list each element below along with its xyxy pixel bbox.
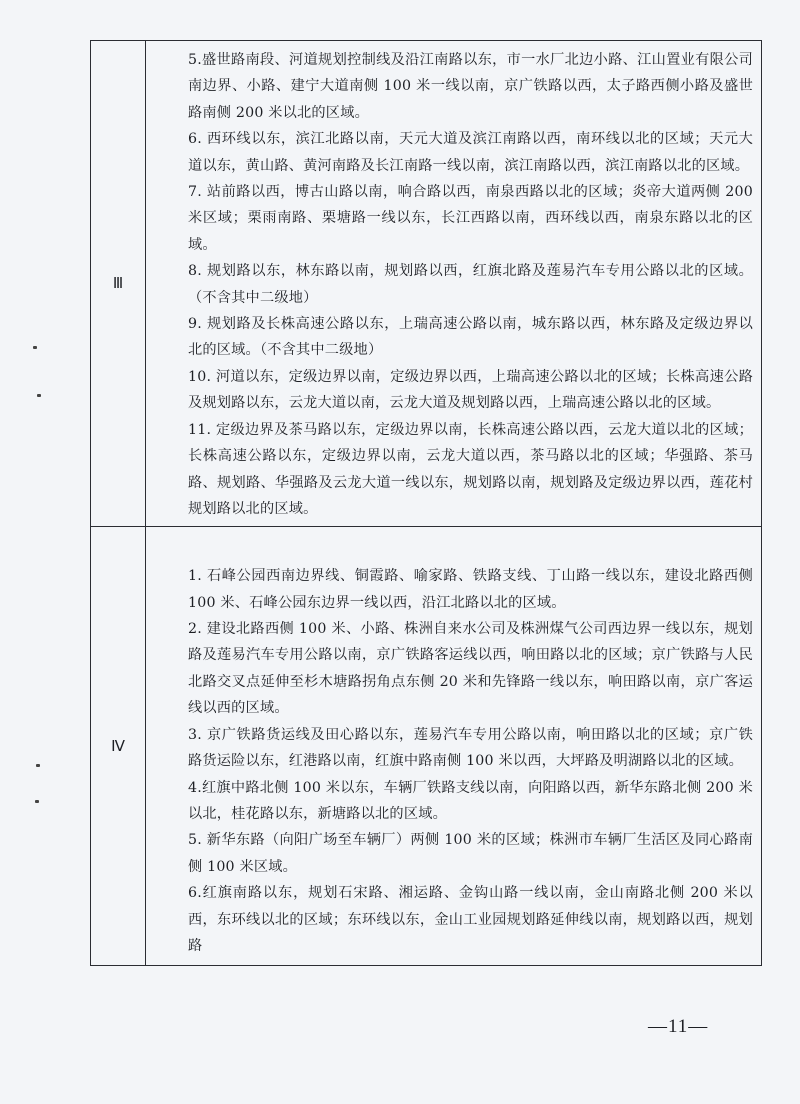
page-number: —11— bbox=[648, 1016, 709, 1037]
scan-speck bbox=[33, 346, 37, 349]
area-item: 11. 定级边界及茶马路以东，定级边界以南，长株高速公路以西，云龙大道以北的区域；长株高速公路以东，定级边界以南，云龙大道以西，茶马路以北的区域；华强路、茶马路、规划路、华强路及云龙大道一线以东，规划路以南，规划路及定级边界以西，莲花村规划路以北的区域。 bbox=[188, 421, 753, 517]
area-item: 5. 新华东路（向阳广场至车辆厂）两侧 100 米的区域；株洲市车辆厂生活区及同心路南侧 100 米区域。 bbox=[188, 832, 753, 875]
table-row-grade-4 bbox=[91, 527, 762, 966]
area-item: 6.红旗南路以东，规划石宋路、湘运路、金钩山路一线以南，金山南路北侧 200 米以西，东环线以北的区域；东环线以东，金山工业园规划路延伸线以南，规划路以西，规划路 bbox=[188, 885, 753, 954]
area-item: 1. 石峰公园西南边界线、铜霞路、喻家路、铁路支线、丁山路一线以东，建设北路西侧 100 米、石峰公园东边界一线以西，沿江北路以北的区域。 bbox=[188, 568, 753, 611]
area-description-grade-4 bbox=[146, 527, 762, 966]
scan-speck bbox=[36, 764, 40, 767]
area-item: 5.盛世路南段、河道规划控制线及沿江南路以东，市一水厂北边小路、江山置业有限公司南边界、小路、建宁大道南侧 100 米一线以南，京广铁路以西，太子路西侧小路及盛世路南侧 200 米以北的区域。 bbox=[188, 52, 753, 121]
table-row-grade-3 bbox=[91, 41, 762, 527]
area-item: 4.红旗中路北侧 100 米以东，车辆厂铁路支线以南，向阳路以西，新华东路北侧 200 米以北，桂花路以东，新塘路以北的区域。 bbox=[188, 779, 753, 822]
area-item: 2. 建设北路西侧 100 米、小路、株洲自来水公司及株洲煤气公司西边界一线以东，规划路及莲易汽车专用公路以南，京广铁路客运线以西，响田路以北的区域；京广铁路与人民北路交叉点延伸至杉木塘路拐角点东侧 20 米和先锋路一线以东，响田路以南，京广客运线以西的区域。 bbox=[188, 621, 753, 717]
area-item: 7. 站前路以西，博古山路以南，响合路以西，南泉西路以北的区域；炎帝大道两侧 200 米区域；栗雨南路、栗塘路一线以东，长江西路以南，西环线以西，南泉东路以北的区域。 bbox=[188, 184, 753, 253]
area-description-grade-3 bbox=[146, 41, 762, 527]
scan-speck bbox=[37, 394, 41, 397]
area-item: 10. 河道以东，定级边界以南，定级边界以西，上瑞高速公路以北的区域；长株高速公路及规划路以东，云龙大道以南，云龙大道及规划路以西，上瑞高速公路以北的区域。 bbox=[188, 368, 753, 412]
land-grade-table bbox=[90, 40, 762, 966]
area-item: 9. 规划路及长株高速公路以东，上瑞高速公路以南，城东路以西，林东路及定级边界以北的区域。（不含其中二级地） bbox=[188, 316, 753, 359]
grade-label-4: Ⅳ bbox=[91, 527, 146, 966]
area-item: 3. 京广铁路货运线及田心路以东，莲易汽车专用公路以南，响田路以北的区域；京广铁路货运险以东，红港路以南，红旗中路南侧 100 米以西，大坪路及明湖路以北的区域。 bbox=[188, 726, 753, 770]
grade-label-3: Ⅲ bbox=[91, 41, 146, 527]
scan-speck bbox=[35, 800, 39, 803]
area-item: 8. 规划路以东，林东路以南，规划路以西，红旗北路及莲易汽车专用公路以北的区域。（不含其中二级地） bbox=[188, 263, 753, 306]
area-item: 6. 西环线以东，滨江北路以南，天元大道及滨江南路以西，南环线以北的区域；天元大道以东，黄山路、黄河南路及长江南路一线以南，滨江南路以西，滨江南路以北的区域。 bbox=[188, 131, 753, 174]
